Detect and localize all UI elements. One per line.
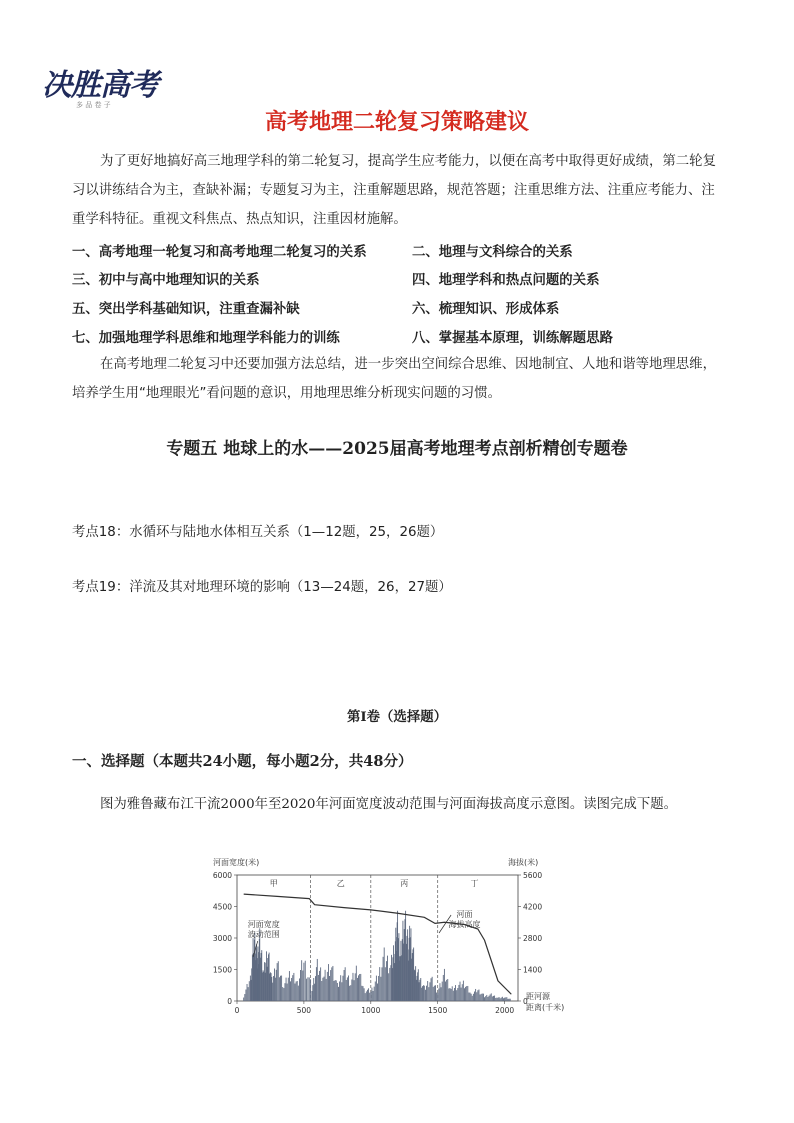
y-left-tick-label: 6000	[212, 871, 232, 880]
item-2: 二、地理与文科综合的关系	[412, 245, 573, 260]
logo-subtext: 多 品 卷 子	[76, 101, 111, 109]
kaodian-18: 考点18：水循环与陆地水体相互关系（1—12题，25，26题）	[72, 525, 444, 540]
river-chart	[205, 853, 590, 1025]
logo-text: 决胜高考	[42, 68, 158, 103]
item-5: 五、突出学科基础知识，注重查漏补缺	[72, 302, 300, 317]
document-title: 高考地理二轮复习策略建议	[264, 110, 529, 135]
section-heading: 一、选择题（本题共24小题，每小题2分，共48分）	[72, 753, 413, 770]
intro-paragraph: 为了更好地搞好高三地理学科的第二轮复习，提高学生应考能力，以便在高考中取得更好成绩，第二轮复习以讲练结合为主，查缺补漏；专题复习为主，注重解题思路，规范答题；注重思维方法、注重应考能力、注重学科特征。重视文科焦点、热点知识，注重因材施解。	[72, 154, 716, 227]
item-8: 八、掌握基本原理，训练解题思路	[412, 331, 613, 346]
topic-title: 专题五 地球上的水——2025届高考地理考点剖析精创专题卷	[166, 439, 628, 459]
segment-label: 丁	[470, 879, 479, 888]
y-left-tick-label: 4500	[212, 902, 232, 912]
segment-label: 乙	[336, 879, 345, 888]
segment-label: 丙	[400, 879, 409, 888]
x-tick-label: 1500	[428, 1006, 448, 1015]
x-tick-label: 0	[234, 1006, 240, 1015]
annotation-width-line2: 波动范围	[247, 930, 280, 939]
item-3: 三、初中与高中地理知识的关系	[72, 273, 260, 288]
x-tick-label: 1000	[361, 1006, 381, 1015]
annotation-elev-line2: 海拔高度	[448, 920, 481, 929]
y-right-tick-label: 0	[523, 997, 528, 1006]
y-right-tick-label: 4200	[523, 902, 543, 912]
annotation-width-line1: 河面宽度	[247, 920, 280, 929]
y-right-tick-label: 5600	[523, 871, 543, 880]
y-right-axis-title: 海拔(米)	[508, 858, 539, 867]
question-stem: 图为雅鲁藏布江干流2000年至2020年河面宽度波动范围与河面海拔高度示意图。读图完成下题。	[100, 797, 677, 812]
y-right-tick-label: 1400	[523, 965, 543, 975]
y-right-tick-label: 2800	[523, 934, 543, 943]
item-7: 七、加强地理学科思维和地理学科能力的训练	[72, 331, 340, 346]
y-left-tick-label: 3000	[212, 934, 232, 943]
x-tick-label: 500	[296, 1006, 312, 1015]
closing-paragraph: 在高考地理二轮复习中还要加强方法总结，进一步突出空间综合思维、因地制宜、人地和谐等地理思维，培养学生用“地理眼光”看问题的意识，用地理思维分析现实问题的习惯。	[72, 357, 716, 401]
y-left-axis-title: 河面宽度(米)	[213, 858, 260, 867]
river-chart-svg	[205, 853, 590, 1025]
x-axis-title-line2: 距离(千米)	[526, 1003, 565, 1012]
x-axis-title-line1: 距河源	[526, 992, 550, 1001]
kaodian-19: 考点19：洋流及其对地理环境的影响（13—24题，26，27题）	[72, 580, 452, 595]
x-tick-label: 2000	[495, 1006, 515, 1015]
item-4: 四、地理学科和热点问题的关系	[412, 273, 600, 288]
annotation-elev-line1: 河面	[456, 910, 473, 919]
volume-heading: 第Ⅰ卷（选择题）	[347, 709, 447, 725]
segment-label: 甲	[269, 879, 278, 888]
y-left-tick-label: 1500	[212, 965, 232, 975]
item-1: 一、高考地理一轮复习和高考地理二轮复习的关系	[72, 245, 367, 260]
y-left-tick-label: 0	[227, 997, 232, 1006]
item-6: 六、梳理知识、形成体系	[412, 302, 560, 317]
